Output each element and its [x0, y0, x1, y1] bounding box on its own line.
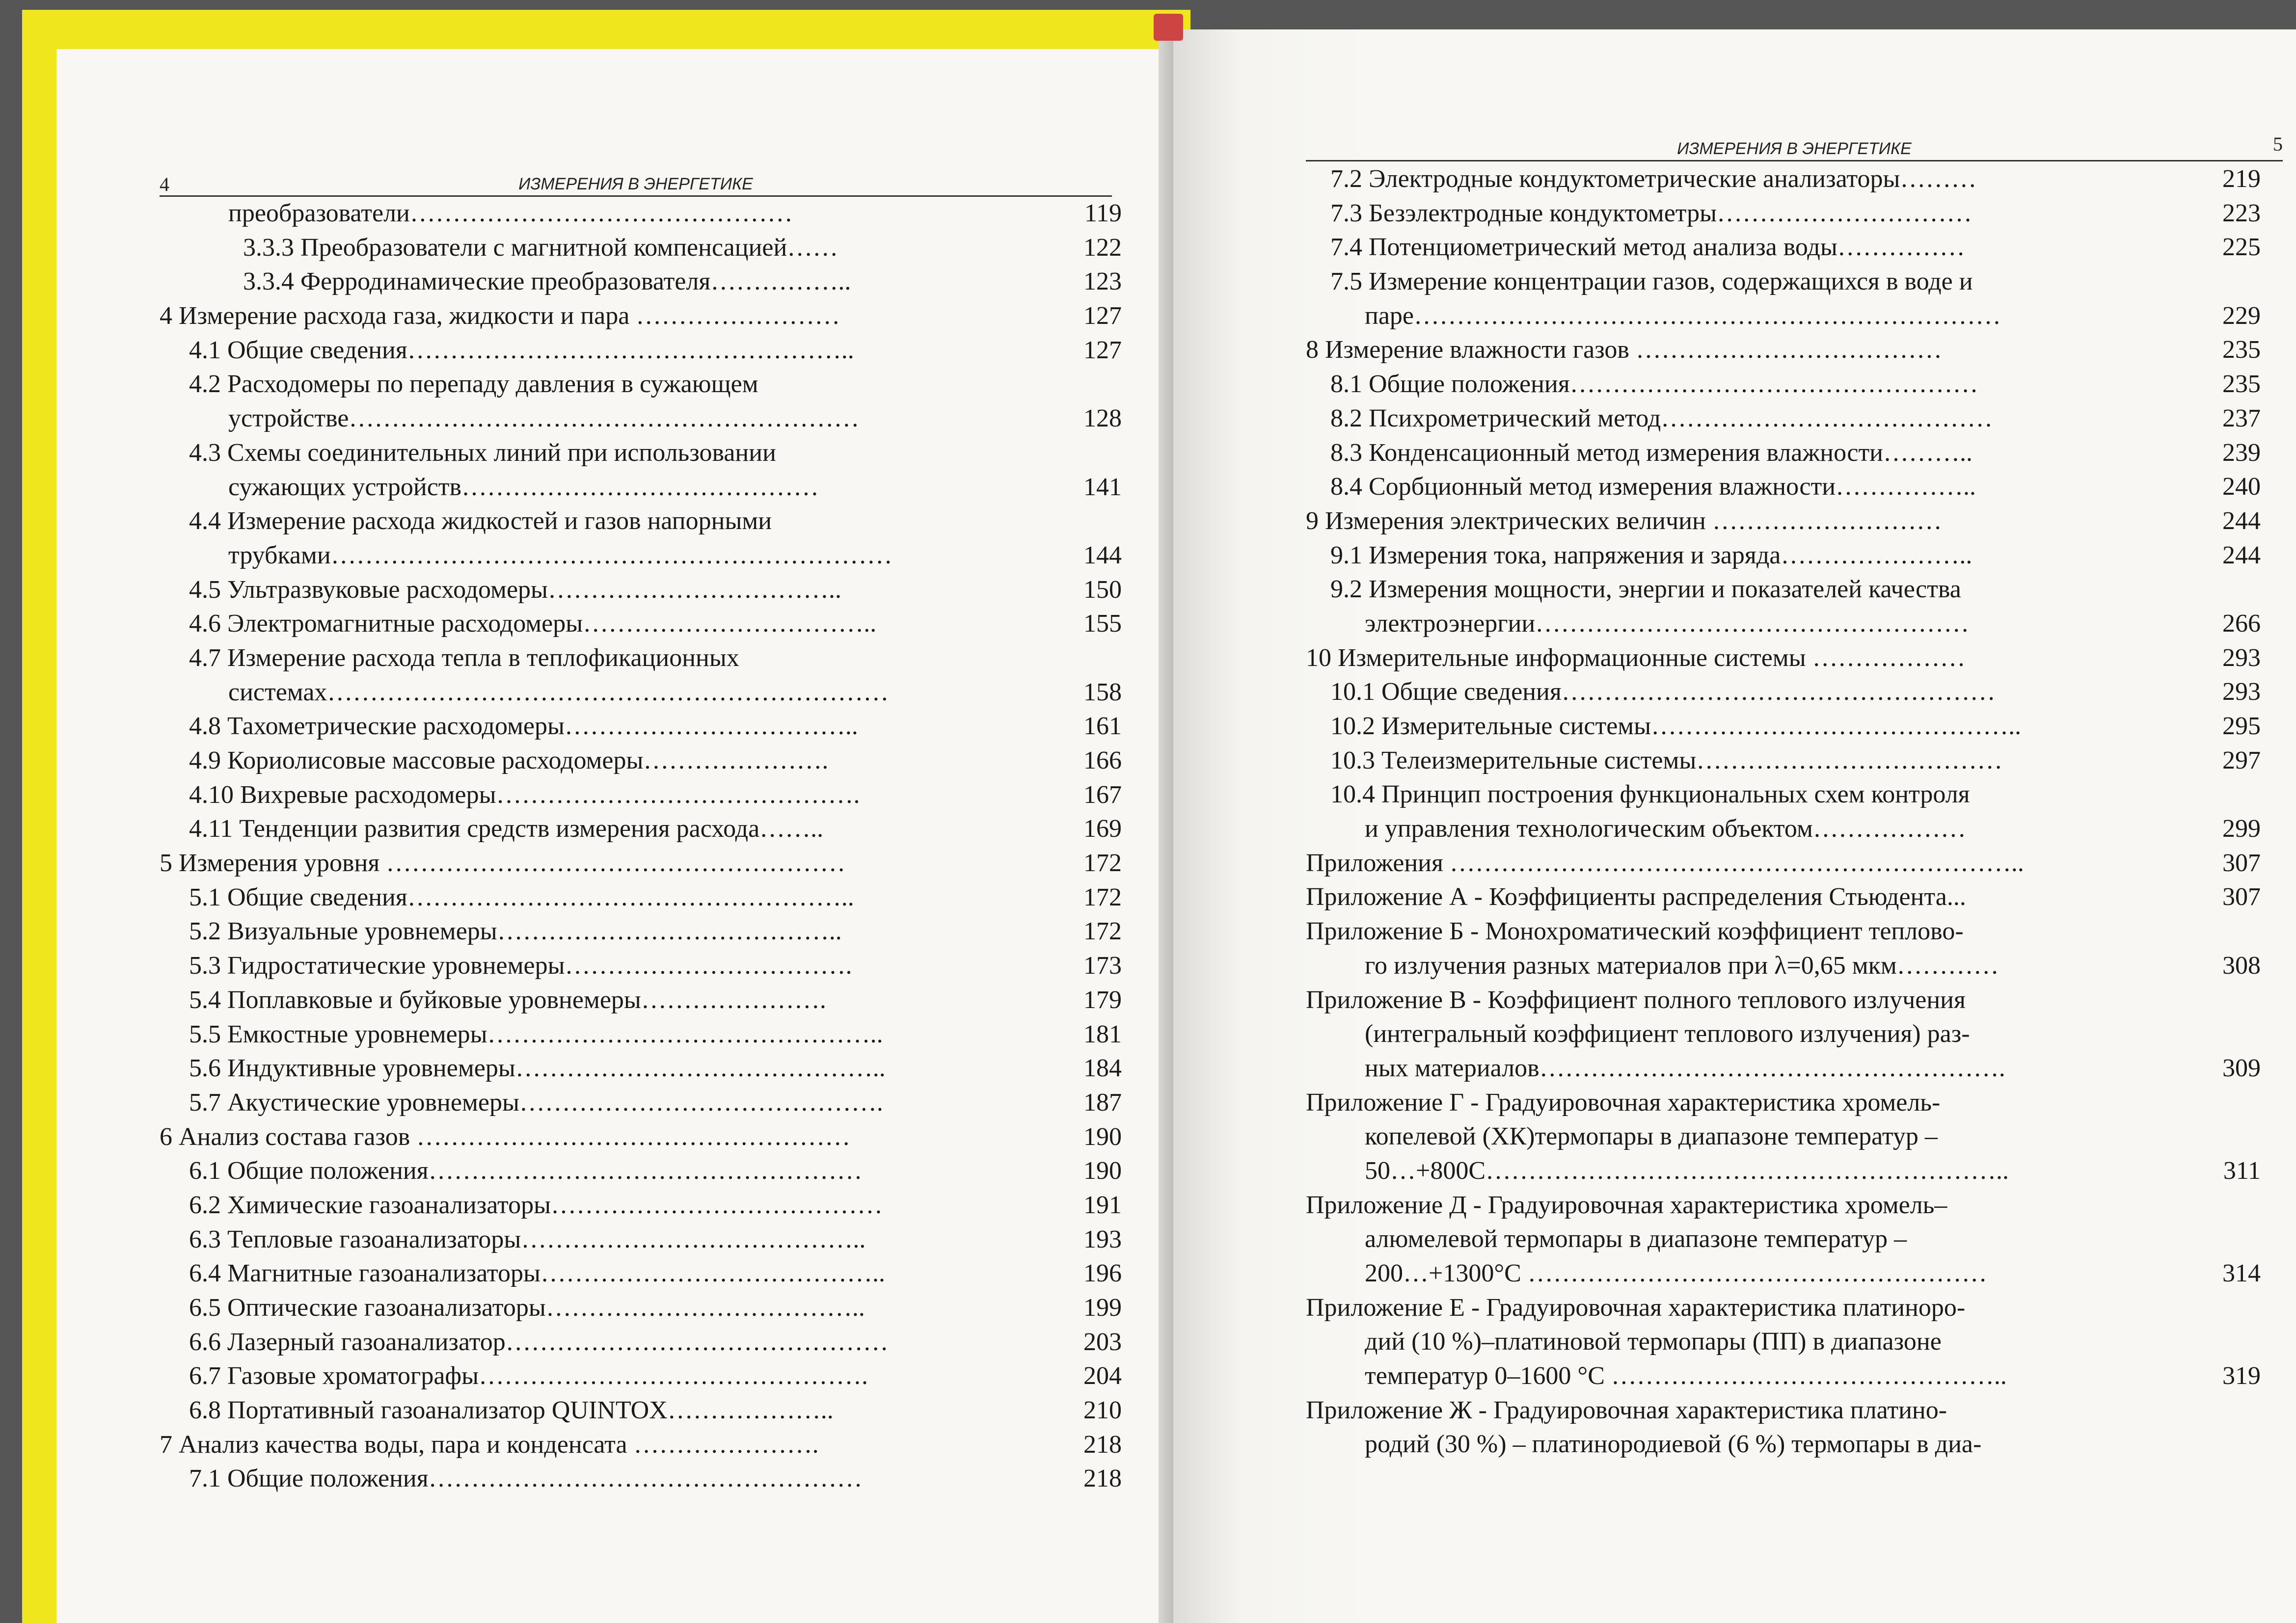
- toc-entry-title: (интегральный коэффициент теплового излучения) раз-: [1365, 1020, 1970, 1048]
- toc-entry: [1306, 709, 2261, 744]
- toc-entry-title: 8.1 Общие положения…………………………………………: [1330, 370, 1978, 399]
- toc-entry-page: 307: [2222, 883, 2261, 911]
- toc-entry-page: 150: [1083, 575, 1122, 604]
- toc-entry-page: 122: [1083, 233, 1122, 262]
- toc-entry: [160, 983, 1122, 1017]
- toc-entry-title: 3.3.4 Ферродинамические преобразователя……………..: [243, 267, 851, 296]
- right-toc-list: [1306, 162, 2261, 1462]
- toc-entry-page: 266: [2222, 609, 2261, 638]
- toc-entry-page: 141: [1083, 473, 1122, 501]
- toc-entry-title: 10.2 Измерительные системы……………………………………..: [1330, 712, 2022, 740]
- toc-entry-title: 9.1 Измерения тока, напряжения и заряда…………………..: [1330, 541, 1972, 569]
- toc-entry-page: 223: [2222, 199, 2261, 227]
- toc-entry-page: 309: [2222, 1054, 2261, 1082]
- toc-entry: [1306, 367, 2261, 401]
- toc-entry-page: 229: [2222, 301, 2261, 330]
- right-page-number: 5: [2273, 133, 2283, 155]
- toc-entry-title: 7.1 Общие положения……………………………………………: [189, 1464, 863, 1493]
- toc-entry: [160, 573, 1122, 607]
- toc-entry-page: 297: [2222, 746, 2261, 774]
- toc-entry-page: 210: [1083, 1396, 1122, 1425]
- left-header-title: ИЗМЕРЕНИЯ В ЭНЕРГЕТИКЕ: [518, 175, 753, 193]
- toc-entry-page: 119: [1084, 199, 1122, 227]
- toc-entry-title: паре……………………………………………………………: [1365, 301, 2001, 330]
- toc-entry: [1306, 299, 2261, 333]
- toc-entry-page: 196: [1083, 1259, 1122, 1288]
- toc-entry: [1306, 1051, 2261, 1086]
- toc-entry: [160, 846, 1122, 880]
- toc-entry: [160, 607, 1122, 641]
- toc-entry-page: 199: [1083, 1294, 1122, 1322]
- toc-entry-page: 144: [1083, 541, 1122, 569]
- toc-entry: [160, 401, 1122, 436]
- toc-entry: [1306, 983, 2261, 1017]
- toc-entry-title: 4.8 Тахометрические расходомеры……………………………..: [189, 712, 858, 741]
- toc-entry-title: Приложение В - Коэффициент полного теплового излучения: [1306, 985, 1966, 1014]
- toc-entry: [1306, 607, 2261, 641]
- toc-entry-title: 10.1 Общие сведения……………………………………………: [1330, 678, 1996, 706]
- toc-entry: [160, 1154, 1122, 1188]
- toc-entry: [1306, 1325, 2261, 1359]
- toc-entry-page: 123: [1083, 267, 1122, 296]
- toc-entry: [160, 1291, 1122, 1325]
- toc-entry: [1306, 1119, 2261, 1154]
- toc-entry: [160, 778, 1122, 812]
- toc-entry-title: 4.4 Измерение расхода жидкостей и газов напорными: [189, 507, 772, 535]
- toc-entry-page: 161: [1083, 712, 1122, 741]
- toc-entry-title: 8 Измерение влажности газов ………………………………: [1306, 336, 1942, 364]
- toc-entry-title: родий (30 %) – платинородиевой (6 %) термопары в диа-: [1365, 1430, 1982, 1459]
- toc-entry: [160, 812, 1122, 846]
- toc-entry: [160, 744, 1122, 778]
- toc-entry-page: 190: [1083, 1122, 1122, 1151]
- toc-entry-title: 50…+800С……………………………………………………..: [1365, 1156, 2009, 1185]
- toc-entry-title: Приложение А - Коэффициенты распределения Стьюдента...: [1306, 883, 1966, 911]
- toc-entry: [160, 299, 1122, 333]
- toc-entry-title: устройстве……………………………………………………: [228, 404, 860, 433]
- toc-entry: [1306, 1017, 2261, 1051]
- toc-entry-page: 166: [1083, 746, 1122, 774]
- toc-entry-page: 203: [1083, 1328, 1122, 1356]
- toc-entry: [160, 538, 1122, 573]
- toc-entry-page: 155: [1083, 610, 1122, 638]
- toc-entry-title: 8.3 Конденсационный метод измерения влажности………..: [1330, 438, 1972, 467]
- toc-entry-title: 4.3 Схемы соединительных линий при использовании: [189, 438, 776, 467]
- left-page: [56, 49, 1173, 1623]
- toc-entry-page: 127: [1083, 336, 1122, 364]
- toc-entry-page: 173: [1083, 952, 1122, 980]
- toc-entry-title: 7.4 Потенциометрический метод анализа воды……………: [1330, 233, 1965, 262]
- toc-entry: [1306, 230, 2261, 265]
- toc-entry-title: 4.9 Кориолисовые массовые расходомеры………………….: [189, 746, 829, 774]
- toc-entry-title: 10.4 Принцип построения функциональных схем контроля: [1330, 780, 1970, 809]
- toc-entry-page: 191: [1083, 1191, 1122, 1219]
- toc-entry-title: 5.1 Общие сведения……………………………………………..: [189, 883, 854, 911]
- toc-entry-title: 6 Анализ состава газов ……………………………………………: [160, 1122, 851, 1151]
- toc-entry-title: 6.2 Химические газоанализаторы…………………………………: [189, 1191, 883, 1219]
- toc-entry: [160, 196, 1122, 231]
- toc-entry-page: 299: [2222, 815, 2261, 843]
- toc-entry: [160, 436, 1122, 470]
- toc-entry-title: Приложение Б - Монохроматический коэффициент теплово-: [1306, 917, 1964, 946]
- toc-entry-title: 6.3 Тепловые газоанализаторы…………………………………..: [189, 1225, 866, 1253]
- toc-entry: [160, 504, 1122, 538]
- toc-entry-title: электроэнергии……………………………………………: [1365, 609, 1970, 638]
- toc-entry-title: и управления технологическим объектом………………: [1365, 815, 1966, 843]
- toc-entry-title: преобразователи………………………………………: [228, 199, 793, 227]
- toc-entry-title: 5.4 Поплавковые и буйковые уровнемеры………………….: [189, 985, 826, 1014]
- toc-entry-page: 244: [2222, 541, 2261, 569]
- toc-entry: [1306, 1222, 2261, 1256]
- toc-entry-page: 237: [2222, 404, 2261, 432]
- toc-entry-title: 9.2 Измерения мощности, энергии и показателей качества: [1330, 575, 1961, 604]
- left-page-number: 4: [160, 173, 169, 195]
- toc-entry-title: системах…………………………………………………………: [228, 678, 889, 706]
- toc-entry-title: 7.2 Электродные кондуктометрические анализаторы………: [1330, 165, 1977, 193]
- toc-entry-page: 244: [2222, 506, 2261, 535]
- toc-entry: [1306, 1291, 2261, 1325]
- toc-entry-page: 239: [2222, 438, 2261, 467]
- toc-entry: [160, 1120, 1122, 1154]
- toc-entry-title: 4.11 Тенденции развития средств измерения расхода……..: [189, 815, 824, 843]
- toc-entry: [1306, 846, 2261, 880]
- toc-entry-page: 319: [2222, 1362, 2261, 1390]
- right-header-title: ИЗМЕРЕНИЯ В ЭНЕРГЕТИКЕ: [1677, 139, 1912, 158]
- toc-entry-title: 4.7 Измерение расхода тепла в теплофикационных: [189, 643, 739, 672]
- toc-entry: [1306, 1188, 2261, 1223]
- toc-entry-title: 9 Измерения электрических величин ………………………: [1306, 506, 1942, 535]
- toc-entry-title: 7.5 Измерение концентрации газов, содержащихся в воде и: [1330, 267, 1973, 296]
- toc-entry: [1306, 744, 2261, 778]
- toc-entry-page: 219: [2222, 165, 2261, 193]
- toc-entry-title: алюмелевой термопары в диапазоне температур –: [1365, 1225, 1907, 1253]
- toc-entry-page: 235: [2222, 370, 2261, 399]
- toc-entry: [1306, 641, 2261, 675]
- toc-entry-page: 193: [1083, 1225, 1122, 1253]
- toc-entry: [160, 1017, 1122, 1052]
- toc-entry: [1306, 265, 2261, 299]
- toc-entry-title: Приложения …………………………………………………………..: [1306, 849, 2024, 877]
- bookmark-ribbon: [1154, 14, 1183, 41]
- toc-entry-title: трубками…………………………………………………………: [228, 541, 892, 569]
- left-toc-list: [160, 196, 1122, 1496]
- toc-entry-title: 10.3 Телеизмерительные системы………………………………: [1330, 746, 2003, 774]
- toc-entry-title: температур 0–1600 °С ………………………………………..: [1365, 1362, 2007, 1390]
- toc-entry: [1306, 1427, 2261, 1462]
- toc-entry-title: 4.6 Электромагнитные расходомеры……………………………..: [189, 610, 877, 638]
- toc-entry-title: 6.8 Портативный газоанализатор QUINTOX………………..: [189, 1396, 834, 1425]
- toc-entry: [1306, 333, 2261, 367]
- toc-entry: [1306, 675, 2261, 709]
- toc-entry-page: 187: [1083, 1088, 1122, 1117]
- toc-entry-title: сужающих устройств……………………………………: [228, 473, 819, 501]
- toc-entry: [1306, 812, 2261, 846]
- toc-entry-page: 307: [2222, 849, 2261, 877]
- toc-entry: [1306, 196, 2261, 231]
- toc-entry: [1306, 436, 2261, 470]
- toc-entry-title: 4 Измерение расхода газа, жидкости и пара ……………………: [160, 302, 840, 330]
- toc-entry-title: 4.10 Вихревые расходомеры…………………………………….: [189, 780, 860, 809]
- toc-entry-title: 5.6 Индуктивные уровнемеры……………………………………..: [189, 1054, 886, 1083]
- toc-entry-page: 293: [2222, 643, 2261, 672]
- toc-entry: [160, 1462, 1122, 1496]
- toc-entry-title: Приложение Е - Градуировочная характеристика платиноро-: [1306, 1293, 1966, 1322]
- toc-entry-title: 3.3.3 Преобразователи с магнитной компенсацией……: [243, 233, 838, 262]
- toc-entry-title: Приложение Ж - Градуировочная характеристика платино-: [1306, 1396, 1947, 1424]
- toc-entry-page: 225: [2222, 233, 2261, 262]
- toc-entry: [160, 333, 1122, 368]
- toc-entry-title: 6.6 Лазерный газоанализатор………………………………………: [189, 1328, 889, 1356]
- toc-entry-title: 5.7 Акустические уровнемеры…………………………………….: [189, 1088, 883, 1117]
- toc-entry: [1306, 1154, 2261, 1188]
- toc-entry-title: 5.3 Гидростатические уровнемеры…………………………….: [189, 952, 852, 980]
- toc-entry-title: 5.2 Визуальные уровнемеры…………………………………..: [189, 917, 842, 946]
- toc-entry-title: 5.5 Емкостные уровнемеры………………………………………..: [189, 1020, 883, 1048]
- toc-entry: [1306, 470, 2261, 504]
- toc-entry-page: 158: [1083, 678, 1122, 706]
- toc-entry: [160, 1325, 1122, 1359]
- toc-entry-page: 204: [1083, 1362, 1122, 1390]
- toc-entry: [160, 470, 1122, 505]
- toc-entry-title: 200…+1300°С ………………………………………………: [1365, 1259, 1987, 1287]
- toc-entry: [160, 1086, 1122, 1120]
- toc-entry: [160, 367, 1122, 401]
- toc-entry-page: 295: [2222, 712, 2261, 740]
- toc-entry: [160, 675, 1122, 710]
- toc-entry: [160, 1359, 1122, 1393]
- toc-entry-page: 179: [1083, 985, 1122, 1014]
- toc-entry-title: 6.7 Газовые хроматографы……………………………………….: [189, 1362, 868, 1390]
- right-running-header: [1306, 133, 2283, 161]
- toc-entry-page: 169: [1083, 815, 1122, 843]
- toc-entry-page: 172: [1083, 883, 1122, 911]
- toc-entry-page: 218: [1083, 1464, 1122, 1493]
- toc-entry-page: 184: [1083, 1054, 1122, 1083]
- toc-entry: [1306, 777, 2261, 812]
- toc-entry-page: 311: [2223, 1156, 2261, 1185]
- toc-entry-page: 314: [2222, 1259, 2261, 1287]
- toc-entry: [1306, 1359, 2261, 1393]
- toc-entry-page: 218: [1083, 1430, 1122, 1459]
- right-page: [1173, 29, 2296, 1623]
- toc-entry-page: 293: [2222, 678, 2261, 706]
- toc-entry-title: 4.5 Ультразвуковые расходомеры……………………………..: [189, 575, 841, 604]
- toc-entry-title: Приложение Д - Градуировочная характеристика хромель–: [1306, 1191, 1947, 1219]
- toc-entry: [1306, 401, 2261, 436]
- toc-entry: [160, 1393, 1122, 1428]
- toc-entry: [1306, 572, 2261, 607]
- toc-entry: [160, 265, 1122, 299]
- toc-entry-title: 5 Измерения уровня ………………………………………………: [160, 849, 846, 878]
- toc-entry: [160, 1188, 1122, 1223]
- toc-entry: [1306, 162, 2261, 196]
- toc-entry: [1306, 949, 2261, 983]
- toc-entry-title: 4.1 Общие сведения……………………………………………..: [189, 336, 854, 364]
- toc-entry: [1306, 880, 2261, 914]
- toc-entry-title: 6.5 Оптические газоанализаторы………………………………..: [189, 1294, 865, 1322]
- toc-entry-title: копелевой (ХК)термопары в диапазоне температур –: [1365, 1122, 1938, 1151]
- toc-entry: [1306, 1086, 2261, 1120]
- toc-entry-page: 167: [1083, 780, 1122, 809]
- toc-entry-page: 181: [1083, 1020, 1122, 1048]
- toc-entry: [1306, 504, 2261, 538]
- toc-entry-page: 128: [1083, 404, 1122, 433]
- toc-entry: [1306, 1256, 2261, 1291]
- toc-entry-title: 10 Измерительные информационные системы ………………: [1306, 643, 1966, 672]
- toc-entry: [160, 709, 1122, 744]
- toc-entry-title: 6.4 Магнитные газоанализаторы…………………………………..: [189, 1259, 885, 1288]
- toc-entry-title: 6.1 Общие положения……………………………………………: [189, 1157, 863, 1185]
- toc-entry-page: 240: [2222, 473, 2261, 501]
- toc-entry-page: 172: [1083, 917, 1122, 946]
- toc-entry-page: 127: [1083, 302, 1122, 330]
- toc-entry-page: 172: [1083, 849, 1122, 878]
- toc-entry-title: 7.3 Безэлектродные кондуктометры…………………………: [1330, 199, 1972, 227]
- toc-entry-title: го излучения разных материалов при λ=0,65 мкм…………: [1365, 951, 1999, 980]
- toc-entry-title: дий (10 %)–платиновой термопары (ПП) в диапазоне: [1365, 1328, 1942, 1356]
- toc-entry-title: 4.2 Расходомеры по перепаду давления в сужающем: [189, 370, 758, 399]
- toc-entry: [160, 949, 1122, 983]
- toc-entry-title: 7 Анализ качества воды, пара и конденсата ………………….: [160, 1430, 819, 1459]
- toc-entry-title: 8.2 Психрометрический метод…………………………………: [1330, 404, 1993, 432]
- toc-entry: [160, 914, 1122, 949]
- toc-entry: [160, 1256, 1122, 1291]
- toc-entry: [160, 641, 1122, 675]
- toc-entry: [160, 1223, 1122, 1257]
- toc-entry: [160, 231, 1122, 265]
- toc-entry-page: 235: [2222, 336, 2261, 364]
- toc-entry-page: 190: [1083, 1157, 1122, 1185]
- toc-entry: [1306, 1393, 2261, 1428]
- toc-entry-page: 308: [2222, 951, 2261, 980]
- toc-entry-title: Приложение Г - Градуировочная характеристика хромель-: [1306, 1088, 1941, 1117]
- toc-entry: [160, 1428, 1122, 1462]
- toc-entry: [1306, 538, 2261, 573]
- toc-entry: [1306, 914, 2261, 949]
- toc-entry: [160, 880, 1122, 915]
- toc-entry-title: ных материалов……………………………………………….: [1365, 1054, 2005, 1082]
- toc-entry: [160, 1051, 1122, 1086]
- left-running-header: [160, 173, 1112, 197]
- toc-entry-title: 8.4 Сорбционный метод измерения влажности……………..: [1330, 473, 1976, 501]
